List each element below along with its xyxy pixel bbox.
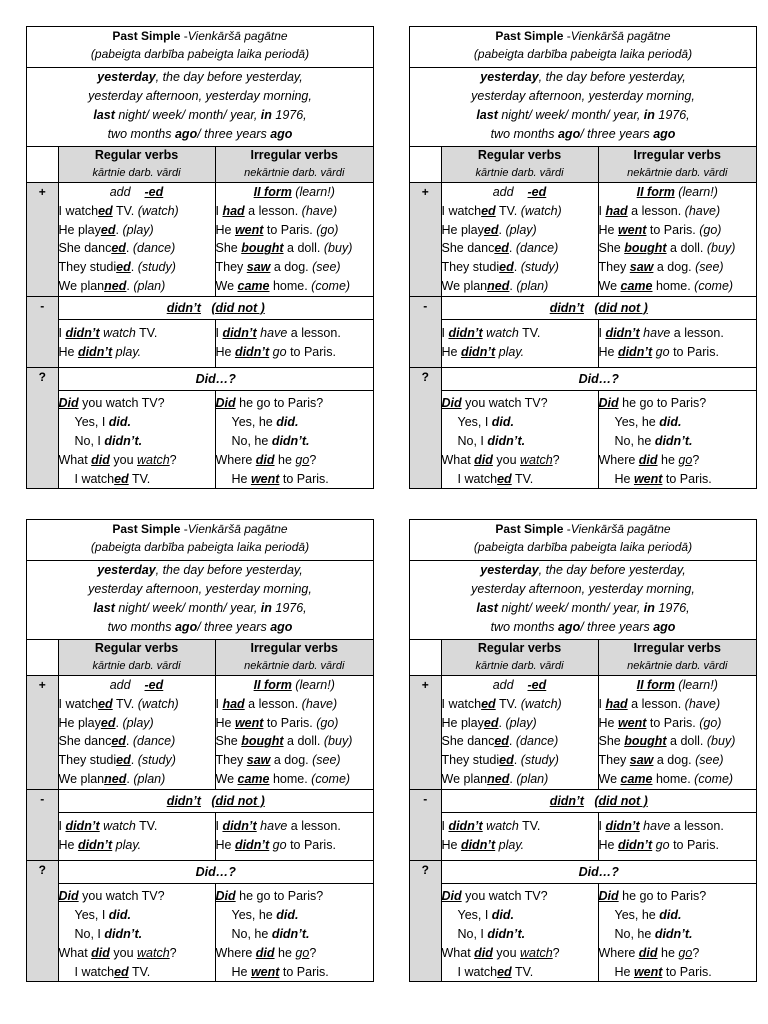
- card-subtitle: (pabeigta darbība pabeigta laika periodā): [473, 47, 693, 61]
- regular-question: Did you watch TV? Yes, I did. No, I didn’t. What did you watch? I watched TV.: [58, 391, 215, 488]
- irregular-affirmative: II form (learn!) I had a lesson. (have) He went to Paris. (go) She bought a doll. (buy) They saw a dog. (see) We came home. (come): [215, 676, 373, 790]
- card-title: Past Simple -Vienkāršā pagātne (pabeigta darbība pabeigta laika periodā): [27, 27, 373, 68]
- header-spacer: [410, 640, 441, 676]
- header-spacer: [27, 147, 58, 183]
- question-rule: Did…?: [58, 368, 373, 391]
- question-sign: ?: [410, 368, 441, 488]
- plus-sign: +: [27, 183, 58, 297]
- irregular-negative: I didn’t have a lesson. He didn’t go to Paris.: [598, 812, 756, 861]
- card-title: Past Simple -Vienkāršā pagātne (pabeigta darbība pabeigta laika periodā): [410, 520, 756, 561]
- plus-sign: +: [410, 183, 441, 297]
- irregular-negative: I didn’t have a lesson. He didn’t go to Paris.: [215, 812, 373, 861]
- time-expressions: yesterday, the day before yesterday, yesterday afternoon, yesterday morning, last night/ week/ month/ year, in 1976, two months ago/ three years ago: [410, 561, 756, 640]
- question-rule: Did…?: [58, 861, 373, 884]
- regular-negative: I didn’t watch TV. He didn’t play.: [441, 812, 598, 861]
- irregular-verbs-header: Irregular verbs nekārtnie darb. vārdi: [215, 640, 373, 676]
- irregular-negative: I didn’t have a lesson. He didn’t go to Paris.: [215, 319, 373, 368]
- grammar-card-bottom-left: [26, 519, 374, 982]
- negative-rule: didn’t (did not ): [441, 789, 756, 812]
- card-title: Past Simple -Vienkāršā pagātne (pabeigta darbība pabeigta laika periodā): [27, 520, 373, 561]
- irregular-affirmative: II form (learn!) I had a lesson. (have) He went to Paris. (go) She bought a doll. (buy) They saw a dog. (see) We came home. (come): [598, 676, 756, 790]
- card-subtitle: (pabeigta darbība pabeigta laika periodā): [473, 540, 693, 554]
- irregular-affirmative: II form (learn!) I had a lesson. (have) He went to Paris. (go) She bought a doll. (buy) They saw a dog. (see) We came home. (come): [598, 183, 756, 297]
- regular-question: Did you watch TV? Yes, I did. No, I didn’t. What did you watch? I watched TV.: [58, 884, 215, 981]
- plus-sign: +: [27, 676, 58, 790]
- irregular-question: Did he go to Paris? Yes, he did. No, he didn’t. Where did he go? He went to Paris.: [598, 391, 756, 488]
- negative-rule: didn’t (did not ): [58, 296, 373, 319]
- regular-negative: I didn’t watch TV. He didn’t play.: [58, 812, 215, 861]
- question-rule: Did…?: [441, 368, 756, 391]
- irregular-verbs-header: Irregular verbs nekārtnie darb. vārdi: [215, 147, 373, 183]
- time-expressions: yesterday, the day before yesterday, yesterday afternoon, yesterday morning, last night/ week/ month/ year, in 1976, two months ago/ three years ago: [27, 68, 373, 147]
- grammar-card-top-right: [409, 26, 757, 489]
- regular-negative: I didn’t watch TV. He didn’t play.: [441, 319, 598, 368]
- negative-rule: didn’t (did not ): [58, 789, 373, 812]
- time-expressions: yesterday, the day before yesterday, yesterday afternoon, yesterday morning, last night/ week/ month/ year, in 1976, two months ago/ three years ago: [27, 561, 373, 640]
- regular-verbs-header: Regular verbs kārtnie darb. vārdi: [441, 640, 598, 676]
- question-rule: Did…?: [441, 861, 756, 884]
- card-title: Past Simple -Vienkāršā pagātne (pabeigta darbība pabeigta laika periodā): [410, 27, 756, 68]
- minus-sign: -: [410, 296, 441, 368]
- regular-affirmative: add -ed I watched TV. (watch) He played. (play) She danced. (dance) They studied. (study) We planned. (plan): [58, 183, 215, 297]
- minus-sign: -: [410, 789, 441, 861]
- irregular-verbs-header: Irregular verbs nekārtnie darb. vārdi: [598, 147, 756, 183]
- regular-affirmative: add -ed I watched TV. (watch) He played. (play) She danced. (dance) They studied. (study) We planned. (plan): [441, 183, 598, 297]
- plus-sign: +: [410, 676, 441, 790]
- question-sign: ?: [27, 368, 58, 488]
- irregular-question: Did he go to Paris? Yes, he did. No, he didn’t. Where did he go? He went to Paris.: [215, 884, 373, 981]
- time-expressions: yesterday, the day before yesterday, yesterday afternoon, yesterday morning, last night/ week/ month/ year, in 1976, two months ago/ three years ago: [410, 68, 756, 147]
- grammar-card-bottom-right: [409, 519, 757, 982]
- regular-verbs-header: Regular verbs kārtnie darb. vārdi: [58, 640, 215, 676]
- question-sign: ?: [410, 861, 441, 981]
- irregular-question: Did he go to Paris? Yes, he did. No, he didn’t. Where did he go? He went to Paris.: [215, 391, 373, 488]
- grammar-card-top-left: [26, 26, 374, 489]
- regular-verbs-header: Regular verbs kārtnie darb. vārdi: [441, 147, 598, 183]
- minus-sign: -: [27, 789, 58, 861]
- regular-verbs-header: Regular verbs kārtnie darb. vārdi: [58, 147, 215, 183]
- minus-sign: -: [27, 296, 58, 368]
- irregular-affirmative: II form (learn!) I had a lesson. (have) He went to Paris. (go) She bought a doll. (buy) They saw a dog. (see) We came home. (come): [215, 183, 373, 297]
- regular-question: Did you watch TV? Yes, I did. No, I didn’t. What did you watch? I watched TV.: [441, 391, 598, 488]
- regular-affirmative: add -ed I watched TV. (watch) He played. (play) She danced. (dance) They studied. (study) We planned. (plan): [58, 676, 215, 790]
- irregular-negative: I didn’t have a lesson. He didn’t go to Paris.: [598, 319, 756, 368]
- card-subtitle: (pabeigta darbība pabeigta laika periodā): [90, 540, 310, 554]
- regular-negative: I didn’t watch TV. He didn’t play.: [58, 319, 215, 368]
- irregular-verbs-header: Irregular verbs nekārtnie darb. vārdi: [598, 640, 756, 676]
- negative-rule: didn’t (did not ): [441, 296, 756, 319]
- regular-question: Did you watch TV? Yes, I did. No, I didn’t. What did you watch? I watched TV.: [441, 884, 598, 981]
- header-spacer: [27, 640, 58, 676]
- irregular-question: Did he go to Paris? Yes, he did. No, he didn’t. Where did he go? He went to Paris.: [598, 884, 756, 981]
- header-spacer: [410, 147, 441, 183]
- regular-affirmative: add -ed I watched TV. (watch) He played. (play) She danced. (dance) They studied. (study) We planned. (plan): [441, 676, 598, 790]
- question-sign: ?: [27, 861, 58, 981]
- card-subtitle: (pabeigta darbība pabeigta laika periodā): [90, 47, 310, 61]
